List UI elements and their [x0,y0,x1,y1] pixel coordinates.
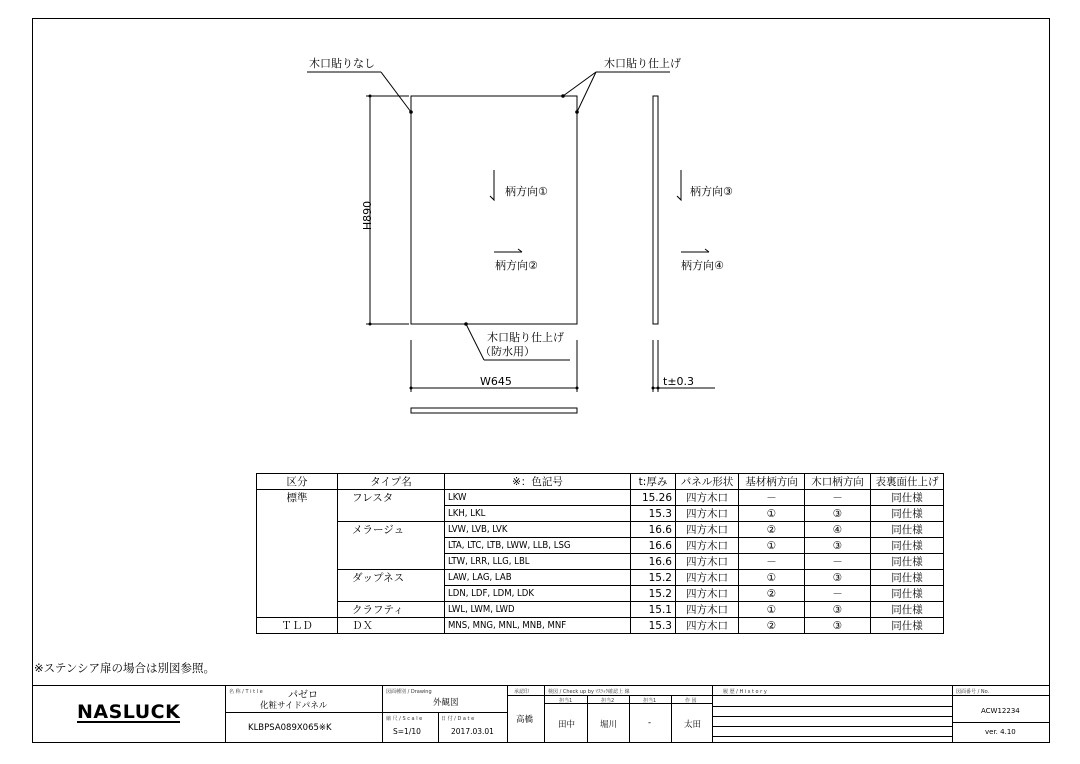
callout-waterproof: （防水用） [480,345,535,358]
cell-type: フレスタ [338,490,445,506]
cell-shape: 四方木口 [676,554,739,570]
title-product: 化粧サイドパネル [260,701,328,711]
title-block [32,685,1050,743]
table-row [257,538,944,554]
check-sub-3: 担当1 [643,698,657,704]
cell-codes: MNS, MNG, MNL, MNB, MNF [445,618,631,634]
cell-shape: 四方木口 [676,602,739,618]
cell-codes: LAW, LAG, LAB [445,570,631,586]
cell-finish: 同仕様 [871,618,944,634]
table-row [257,570,944,586]
cell-shape: 四方木口 [676,490,739,506]
check-caption: 検図 / Check up by ﾏｽﾗｯｸ確認上 線 [548,689,630,695]
cell-base-grain: ② [739,618,805,634]
cell-finish: 同仕様 [871,570,944,586]
header-color-code: ※：色記号 [445,474,631,490]
drawing-version: ver. 4.10 [985,728,1016,736]
cell-base-grain: － [739,554,805,570]
panel-plan-view [411,408,577,413]
checker-1: 田中 [558,720,576,730]
header-finish: 表裏面仕上げ [871,474,944,490]
cell-category [257,602,338,618]
table-row [257,618,944,634]
cell-category [257,506,338,522]
drawing-number: ACW12234 [981,707,1020,715]
table-row [257,554,944,570]
cell-edge-grain: ③ [805,538,871,554]
cell-codes: LKW [445,490,631,506]
cell-type [338,506,445,522]
cell-category [257,522,338,538]
check-sub-2: 担当2 [601,698,615,704]
cell-shape: 四方木口 [676,506,739,522]
panel-side-view [653,96,658,324]
cell-base-grain: ① [739,570,805,586]
cell-base-grain: ① [739,538,805,554]
cell-shape: 四方木口 [676,538,739,554]
dim-thickness-label: t±0.3 [663,375,695,388]
callout-no-edge: 木口貼りなし [309,57,375,70]
title-caption: 名 称 / T i t l e [229,689,263,695]
cell-thickness: 15.3 [631,618,676,634]
header-type: タイプ名 [338,474,445,490]
cell-edge-grain: － [805,554,871,570]
cell-finish: 同仕様 [871,586,944,602]
approval-cell [507,686,544,743]
cell-category [257,570,338,586]
cell-type: クラフティ [338,602,445,618]
cell-thickness: 16.6 [631,554,676,570]
cell-edge-grain: ④ [805,522,871,538]
cell-finish: 同仕様 [871,490,944,506]
approval-caption: 承認印 [514,689,530,695]
table-row [257,490,944,506]
header-edge-grain: 木口柄方向 [805,474,871,490]
cell-codes: LKH, LKL [445,506,631,522]
callout-edge-finish-bottom: 木口貼り仕上げ [487,331,564,344]
cell-edge-grain: － [805,586,871,602]
cell-codes: LTW, LRR, LLG, LBL [445,554,631,570]
drawing-no-caption: 図面番号 / No. [956,689,990,695]
cell-finish: 同仕様 [871,522,944,538]
company-logo: NASLUCK [77,701,181,723]
panel-front-view [411,96,577,324]
cell-shape: 四方木口 [676,618,739,634]
scale-caption: 縮 尺 / S c a l e [386,716,423,722]
cell-base-grain: ② [739,522,805,538]
drawing-type: 外観図 [433,698,459,708]
cell-codes: LVW, LVB, LVK [445,522,631,538]
header-base-grain: 基材柄方向 [739,474,805,490]
scale-value: S=1/10 [393,727,421,736]
cell-type: ダップネス [338,570,445,586]
cell-edge-grain: ③ [805,618,871,634]
cell-shape: 四方木口 [676,522,739,538]
cell-thickness: 15.2 [631,570,676,586]
table-row [257,522,944,538]
cell-base-grain: ① [739,506,805,522]
checker-3: - [648,718,652,728]
check-cell [544,686,712,743]
drawing-no-cell [952,686,1049,743]
history-cell [712,686,952,743]
title-product-code: KLBPSA089X065※K [248,723,332,733]
cell-base-grain: ① [739,602,805,618]
grain-direction-3: 柄方向③ [690,185,733,198]
cell-thickness: 15.26 [631,490,676,506]
title-cell [225,686,382,743]
drawing-type-caption: 図面種別 / Drawing [386,689,432,695]
cell-category [257,538,338,554]
cell-type: ＤＸ [338,618,445,634]
cell-type [338,538,445,554]
cell-base-grain: ② [739,586,805,602]
cell-base-grain: － [739,490,805,506]
stencia-note: ※ステンシア扉の場合は別図参照。 [34,661,216,675]
cell-thickness: 15.3 [631,506,676,522]
grain-direction-1: 柄方向① [505,185,548,198]
cell-finish: 同仕様 [871,602,944,618]
cell-category [257,554,338,570]
cell-edge-grain: ③ [805,570,871,586]
cell-edge-grain: － [805,490,871,506]
cell-category: 標準 [257,490,338,506]
cell-thickness: 16.6 [631,538,676,554]
check-sub-4: 作 図 [685,698,697,704]
cell-type [338,586,445,602]
callout-edge-finish-top: 木口貼り仕上げ [604,57,681,70]
table-row [257,602,944,618]
cell-thickness: 15.1 [631,602,676,618]
cell-codes: LTA, LTC, LTB, LWW, LLB, LSG [445,538,631,554]
grain-direction-4: 柄方向④ [681,259,724,272]
table-row [257,586,944,602]
spec-table-header [257,474,944,490]
cell-thickness: 15.2 [631,586,676,602]
history-caption: 履 歴 / H i s t o r y [723,689,767,695]
dim-width-label: W645 [480,375,512,388]
cell-codes: LDN, LDF, LDM, LDK [445,586,631,602]
spec-table [256,473,944,634]
check-sub-1: 担当1 [559,698,573,704]
cell-category [257,586,338,602]
table-row [257,506,944,522]
cell-edge-grain: ③ [805,506,871,522]
cell-type: メラージュ [338,522,445,538]
cell-shape: 四方木口 [676,570,739,586]
grain-direction-2: 柄方向② [495,259,538,272]
cell-codes: LWL, LWM, LWD [445,602,631,618]
cell-finish: 同仕様 [871,506,944,522]
cell-shape: 四方木口 [676,586,739,602]
approver-name: 高橋 [516,715,534,725]
dim-height-label: H890 [361,200,375,231]
cell-finish: 同仕様 [871,538,944,554]
cell-finish: 同仕様 [871,554,944,570]
header-shape: パネル形状 [676,474,739,490]
cell-edge-grain: ③ [805,602,871,618]
header-category: 区分 [257,474,338,490]
date-value: 2017.03.01 [451,727,494,736]
checker-4: 太田 [684,720,702,730]
title-series: パゼロ [288,690,318,701]
header-thickness: t:厚み [631,474,676,490]
drawing-info-cell [382,686,507,743]
cell-category: ＴＬＤ [257,618,338,634]
cell-thickness: 16.6 [631,522,676,538]
cell-type [338,554,445,570]
date-caption: 日 付 / D a t e [441,716,475,722]
checker-2: 堀川 [600,720,618,730]
